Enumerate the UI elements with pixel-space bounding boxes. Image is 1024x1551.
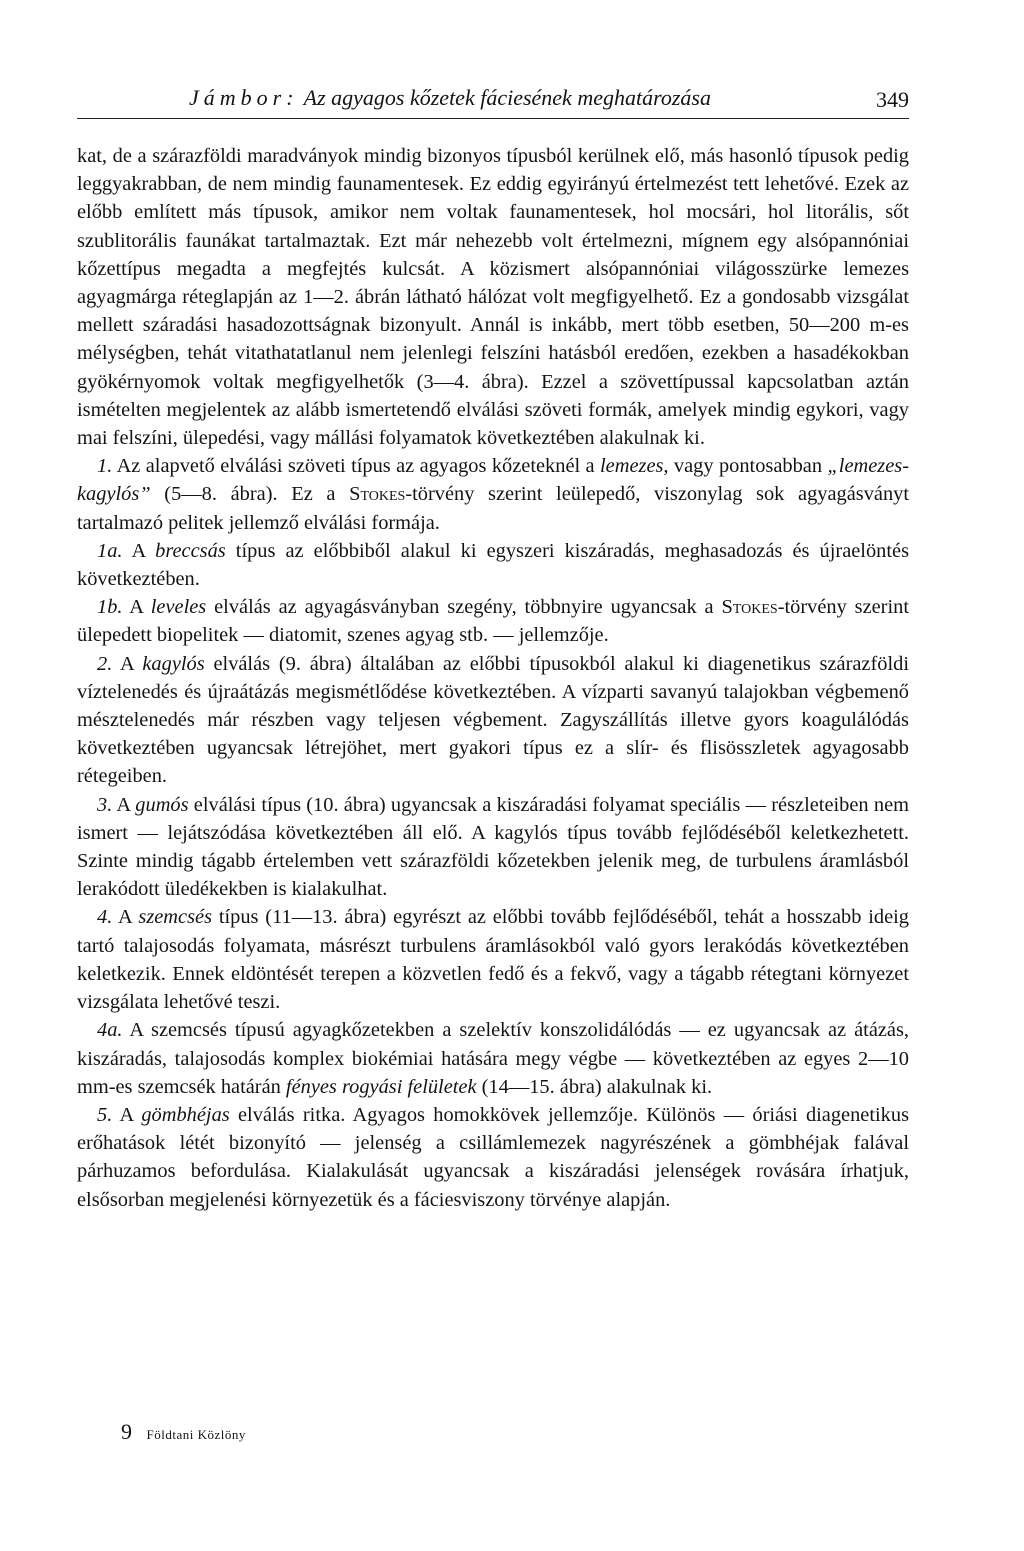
author-name: Jámbor: xyxy=(189,85,299,110)
type-name: leveles xyxy=(150,596,207,619)
article-title: Az agyagos kőzetek fáciesének meghatározása xyxy=(303,85,711,110)
type-name: breccsás xyxy=(155,539,226,562)
proper-name: Stokes xyxy=(349,483,406,506)
item-number: 4a. xyxy=(97,1019,123,1042)
item-number: 3. xyxy=(97,793,113,816)
paragraph-text: vagy pontosabban xyxy=(668,455,828,478)
running-head xyxy=(77,82,909,119)
paragraph-text: típus (11—13. ábra) egyrészt az előbbi tovább fejlődéséből, tehát a hosszabb ideig tartó talajosodás folyamata, másrészt turbulens áramlásokból való gyors lerakódás következtében keletkezik. Ennek eldöntését terepen a közvetlen fedő és a fekvő, vagy a tágabb rétegtani környezet vizsgálata lehetővé teszi. xyxy=(77,906,909,1014)
paragraph-type-5 xyxy=(77,1101,909,1214)
paragraph-text: A szemcsés típusú agyagkőzetekben a szelektív konszolidálódás — ez ugyancsak az átázás, kiszáradás, talajosodás komplex biokémiai hatására megy végbe — következtében az egyes 2—10 mm-es szemcsék határán xyxy=(77,1019,909,1098)
paragraph-text: elválás (9. ábra) általában az előbbi típusokból alakul ki diagenetikus szárazföldi víztelenedés és újraátázás megismétlődése következtében. A vízparti savanyú talajokban végbemenő mésztelenedés már részben vagy teljesen végbement. Zagyszállítás illetve gyors koagulálódás következtében ugyancsak létrejöhet, mert gyakori típus ez a slír- és flisösszletek agyagosabb rétegeiben. xyxy=(77,652,909,788)
paragraph-text: (5—8. ábra). Ez a xyxy=(150,483,350,506)
paragraph-type-3 xyxy=(77,791,909,904)
item-number: 1a. xyxy=(97,539,123,562)
signature-mark: 9 xyxy=(121,1419,132,1444)
type-name: szemcsés xyxy=(138,906,213,929)
paragraph-text: (14—15. ábra) alakulnak ki. xyxy=(476,1075,713,1098)
paragraph-text: kat, de a szárazföldi maradványok mindig bizonyos típusból kerülnek elő, más hasonló típusok pedig leggyakrabban, de nem mindig faunamentesek. Ez eddig egyirányú értelmezést tett lehetővé. Ezek az előbb említett más típusok, amikor nem voltak faunamentesek, hol mocsári, hol litorális, sőt szublitorális faunákat tartalmaztak. Ezt már nehezebb volt értelmezni, mígnem egy alsópannóniai kőzettípus megadta a megfejtés kulcsát. A közismert alsópannóniai világosszürke lemezes agyagmárga réteglapján az 1—2. ábrán látható hálózat volt megfigyelhető. Ez a gondosabb vizsgálat mellett száradási hasadozottságnak bizonyult. Annál is inkább, mert több esetben, 50—200 m-es mélységben, tehát vitathatatlanul nem jelenlegi felszíni hatásból eredően, ezekben a hasadékokban gyökérnyomok voltak megfigyelhetők (3—4. ábra). Ezzel a szövettípussal kapcsolatban aztán ismételten megjelentek az alább ismertetendő elválási szöveti formák, amelyek mindig egykori, vagy mai felszíni, ülepedési, vagy mállási folyamatok következtében alakulnak ki. xyxy=(77,145,909,450)
paragraph-type-2 xyxy=(77,650,909,791)
body-text xyxy=(77,142,909,1214)
paragraph-text: -törvény szerint leülepedő, viszonylag sok agyagásványt tartalmazó pelitek jellemző elválási formája. xyxy=(77,483,909,534)
paragraph-text: A xyxy=(112,793,136,816)
running-title xyxy=(189,86,711,110)
paragraph-text: A xyxy=(122,596,151,619)
paragraph-text: típus az előbbiből alakul ki egyszeri kiszáradás, meghasadozás és újraelöntés következtében. xyxy=(77,539,910,591)
paragraph-type-1 xyxy=(77,452,909,537)
type-name: kagylós xyxy=(142,652,205,675)
type-name: „lemezes-kagylós” xyxy=(77,455,909,506)
item-number: 2. xyxy=(97,652,113,675)
paragraph-intro xyxy=(77,142,909,452)
journal-name: Földtani Közlöny xyxy=(146,1427,246,1442)
paragraph-type-1b xyxy=(77,593,909,649)
item-number: 1b. xyxy=(97,596,123,619)
page-number: 349 xyxy=(876,87,909,112)
type-name: lemezes, xyxy=(600,455,669,478)
type-name: gumós xyxy=(135,793,189,816)
paragraph-text: Az alapvető elválási szöveti típus az agyagos kőzeteknél a xyxy=(112,455,601,478)
item-number: 1. xyxy=(97,455,113,478)
paragraph-type-1a xyxy=(77,537,909,593)
emphasized-term: fényes rogyási felületek xyxy=(285,1075,477,1098)
paragraph-text: elválás ritka. Agyagos homokkövek jellemzője. Különös — óriási diagenetikus erőhatások létét bizonyító — jelenség a csillámlemezek nagyrészének a gömbhéjak falával párhuzamos befordulása. Kialakulását ugyancsak a kiszáradási jelenségek rovására írhatjuk, elsősorban megjelenési környezetük és a fáciesviszony törvénye alapján. xyxy=(77,1103,910,1211)
paragraph-text: A xyxy=(112,1103,142,1126)
paragraph-text: elválási típus (10. ábra) ugyancsak a kiszáradási folyamat speciális — részleteiben nem ismert — lejátszódása következtében áll elő. A kagylós típus tovább fejlődéséből keletkezhetett. Szinte mindig tágabb értelemben vett szárazföldi kőzetekben jelenik meg, de turbulens áramlásból lerakódott üledékekben is kialakulhat. xyxy=(77,793,909,901)
paragraph-text: elválás az agyagásványban szegény, többnyire ugyancsak a xyxy=(206,596,722,619)
item-number: 5. xyxy=(97,1103,113,1126)
proper-name: Stokes xyxy=(721,596,778,619)
item-number: 4. xyxy=(97,906,113,929)
paragraph-text: -törvény szerint ülepedett biopelitek — diatomit, szenes agyag stb. — jellemzője. xyxy=(77,596,910,647)
paragraph-type-4 xyxy=(77,903,909,1016)
paragraph-text: A xyxy=(112,652,143,675)
paragraph-text: A xyxy=(112,906,139,929)
type-name: gömbhéjas xyxy=(141,1103,230,1126)
paragraph-text: A xyxy=(122,539,156,562)
paragraph-type-4a xyxy=(77,1016,909,1101)
page-footer xyxy=(121,1419,246,1445)
